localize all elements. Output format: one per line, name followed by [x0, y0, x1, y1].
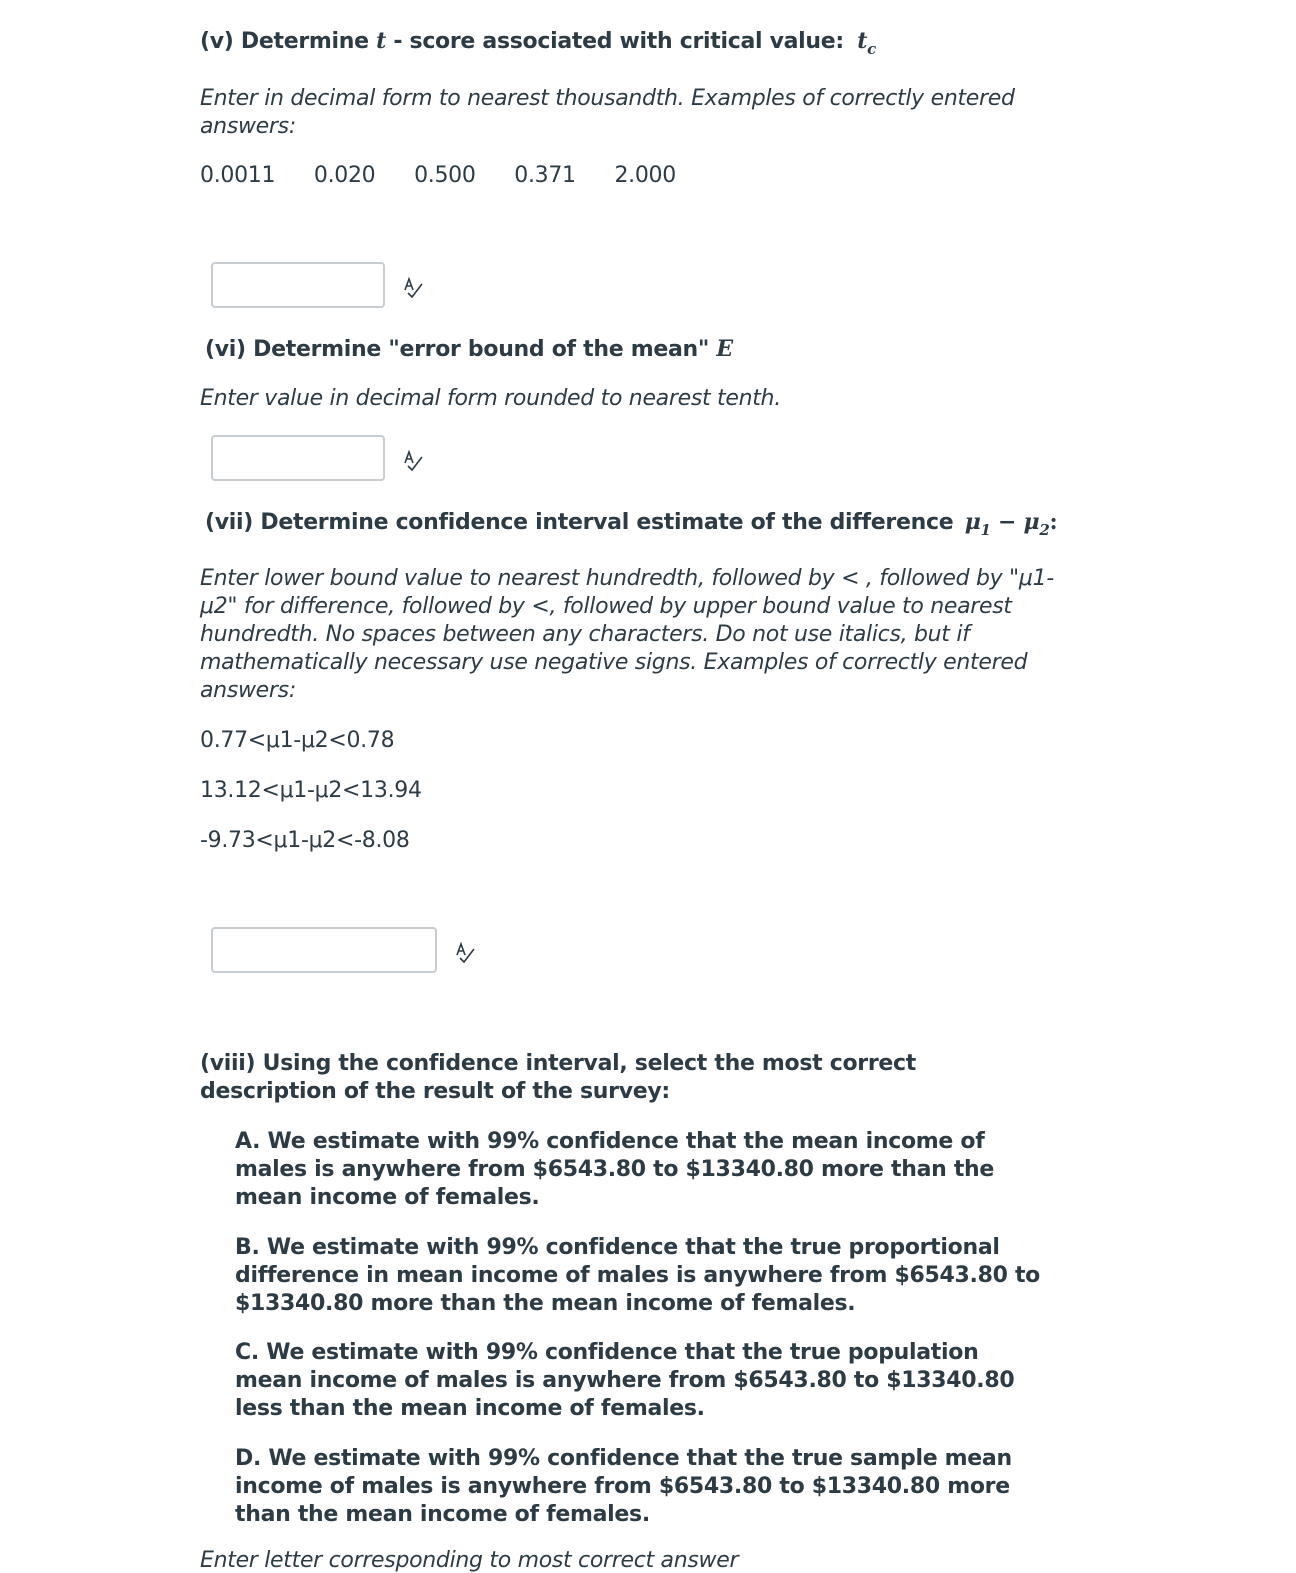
spellcheck-icon[interactable] [401, 449, 425, 473]
example-value: 0.0011 [200, 163, 276, 188]
option-a: A. We estimate with 99% confidence that the mean income of males is anywhere from $6543.80 to $13340.80 more than the mean income of females. [235, 1129, 995, 1210]
tc-answer-input[interactable] [211, 262, 385, 308]
part-v-var: t [376, 28, 386, 54]
part-v-examples [200, 163, 708, 188]
part-vii-example: -9.73<μ1-μ2<-8.08 [200, 828, 410, 853]
example-value: 0.371 [514, 163, 576, 188]
example-value: 2.000 [614, 163, 676, 188]
option-c: C. We estimate with 99% confidence that the true population mean income of males is anywhere from $6543.80 to $13340.80 less than the mean income of females. [235, 1340, 1015, 1421]
part-vii-example: 0.77<μ1-μ2<0.78 [200, 728, 395, 753]
part-viii-heading: (viii) Using the confidence interval, select the most correct description of the result of the survey: [200, 1051, 916, 1104]
e-symbol: E [716, 336, 733, 362]
part-v-rest: - score associated with critical value: [393, 29, 844, 54]
example-value: 0.020 [313, 163, 376, 188]
spellcheck-icon[interactable] [401, 276, 425, 300]
error-bound-input[interactable] [211, 435, 385, 481]
part-v-instruction: Enter in decimal form to nearest thousandth. Examples of correctly entered answers: [200, 86, 1015, 139]
part-vi-heading [205, 336, 733, 362]
example-value: 0.500 [414, 163, 476, 188]
answer-instruction-cutoff: Enter letter corresponding to most correct answer [200, 1548, 739, 1573]
spellcheck-icon[interactable] [453, 941, 477, 965]
part-vi-instruction: Enter value in decimal form rounded to nearest tenth. [200, 386, 781, 411]
part-vii-label: (vii) Determine confidence interval estimate of the difference [205, 510, 954, 535]
part-v-heading [200, 28, 876, 58]
part-vii-instruction: Enter lower bound value to nearest hundredth, followed by < , followed by "μ1-μ2" for difference, followed by <, followed by upper bound value to nearest hundredth. No spaces between any characters. Do not use italics, but if mathematically necessary use negative signs. Examples of correctly entered answers: [200, 566, 1054, 703]
option-b: B. We estimate with 99% confidence that the true proportional difference in mean income of males is anywhere from $6543.80 to $13340.80 more than the mean income of females. [235, 1235, 1040, 1316]
part-v-label: (v) Determine [200, 29, 369, 54]
confidence-interval-input[interactable] [211, 927, 437, 973]
tc-symbol: $t_c$ [857, 28, 876, 58]
part-vii-example: 13.12<μ1-μ2<13.94 [200, 778, 422, 803]
mu-difference: $\mu_1 - \mu_2$: [964, 509, 1058, 539]
part-vi-label: (vi) Determine "error bound of the mean" [205, 337, 710, 362]
option-d: D. We estimate with 99% confidence that the true sample mean income of males is anywhere from $6543.80 to $13340.80 more than the mean income of females. [235, 1446, 1012, 1527]
part-vii-heading [205, 509, 1057, 539]
